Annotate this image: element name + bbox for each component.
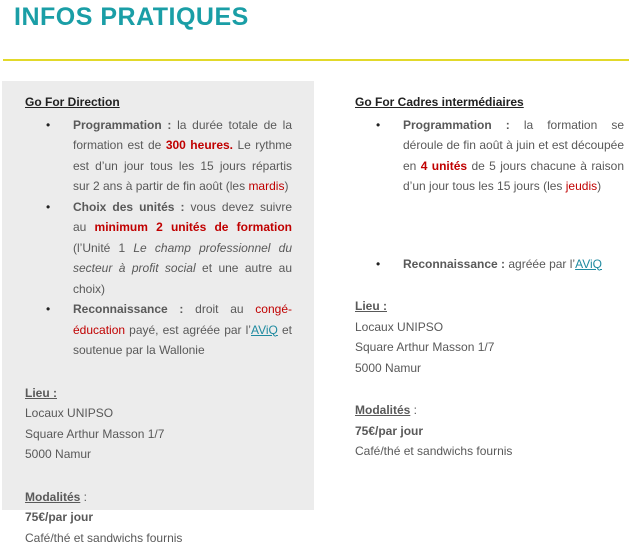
list-item-reconnaissance (355, 254, 624, 275)
day-value: jeudis (566, 179, 597, 193)
lieu-label: Lieu : (25, 383, 292, 404)
modalites-heading (25, 487, 292, 508)
programmation-text-3: ) (597, 179, 601, 193)
hours-value: 300 heures. (166, 138, 233, 152)
lieu-line: Square Arthur Masson 1/7 (25, 424, 292, 445)
programmation-label: Programmation : (403, 118, 510, 132)
spacer (355, 274, 624, 296)
price-value: 75€/par jour (25, 507, 292, 528)
lieu-label: Lieu : (355, 296, 624, 317)
list-item-programmation (355, 115, 624, 197)
catering-note: Café/thé et sandwichs fournis (355, 441, 624, 462)
spacer (355, 378, 624, 400)
day-value: mardis (248, 179, 284, 193)
reconnaissance-text-3: et soutenue par la Wallonie (73, 323, 292, 358)
programmation-text-3: ) (284, 179, 288, 193)
bullet-icon: • (46, 115, 50, 136)
list-item-programmation (25, 115, 292, 197)
lieu-line: Square Arthur Masson 1/7 (355, 337, 624, 358)
modalites-label: Modalités (355, 403, 410, 417)
bullet-icon: • (46, 299, 50, 320)
unit-1-title: Le champ professionnel du secteur à profit social (73, 241, 292, 276)
reconnaissance-label: Reconnaissance : (403, 257, 505, 271)
modalites-label: Modalités (25, 490, 80, 504)
lieu-line: 5000 Namur (25, 444, 292, 465)
minimum-units-value: minimum 2 unités de formation (95, 220, 292, 234)
lieu-line: Locaux UNIPSO (25, 403, 292, 424)
page-title: INFOS PRATIQUES (14, 3, 249, 32)
price-value: 75€/par jour (355, 421, 624, 442)
bullet-icon: • (46, 197, 50, 218)
choix-text-1: vous devez suivre au (73, 200, 292, 235)
go-for-direction-heading: Go For Direction (25, 92, 292, 113)
modalites-colon: : (80, 490, 87, 504)
bullet-icon: • (376, 254, 380, 275)
units-value: 4 unités (421, 159, 467, 173)
reconnaissance-text-1: agréée par l’ (505, 257, 575, 271)
choix-text-2: (l’Unité 1 (73, 241, 133, 255)
spacer (25, 465, 292, 487)
programmation-text-2: Le rythme est d’un jour tous les 15 jours répartis sur 2 ans à partir de fin août (les (73, 138, 292, 193)
list-item-reconnaissance (25, 299, 292, 361)
go-for-direction-list (25, 115, 292, 361)
reconnaissance-text-2: payé, est agréée par l’ (125, 323, 251, 337)
aviq-link[interactable]: AViQ (251, 323, 278, 337)
lieu-line: 5000 Namur (355, 358, 624, 379)
programmation-text-1: la durée totale de la formation est de (73, 118, 292, 153)
lieu-line: Locaux UNIPSO (355, 317, 624, 338)
reconnaissance-label: Reconnaissance : (73, 302, 183, 316)
catering-note: Café/thé et sandwichs fournis (25, 528, 292, 548)
go-for-cadres-list (355, 115, 624, 197)
modalites-heading (355, 400, 624, 421)
modalites-colon: : (410, 403, 417, 417)
list-item-choix-unites (25, 197, 292, 300)
choix-text-3: et une autre au choix) (73, 261, 292, 296)
go-for-cadres-heading: Go For Cadres intermédiaires (355, 92, 624, 113)
aviq-link[interactable]: AViQ (575, 257, 602, 271)
reconnaissance-text-1: droit au (183, 302, 255, 316)
conge-education-text: congé-éducation (73, 302, 292, 337)
programmation-text-2: de 5 jours chacune à raison d’un jour tous les 15 jours (les (403, 159, 624, 194)
spacer (355, 197, 624, 254)
choix-label: Choix des unités : (73, 200, 184, 214)
bullet-icon: • (376, 115, 380, 136)
title-divider (3, 59, 629, 61)
spacer (25, 361, 292, 383)
go-for-direction-panel (2, 81, 314, 510)
go-for-cadres-panel (332, 81, 632, 462)
programmation-text-1: la formation se déroule de fin août à juin et est découpée en (403, 118, 624, 173)
programmation-label: Programmation : (73, 118, 171, 132)
go-for-cadres-list-2 (355, 254, 624, 275)
